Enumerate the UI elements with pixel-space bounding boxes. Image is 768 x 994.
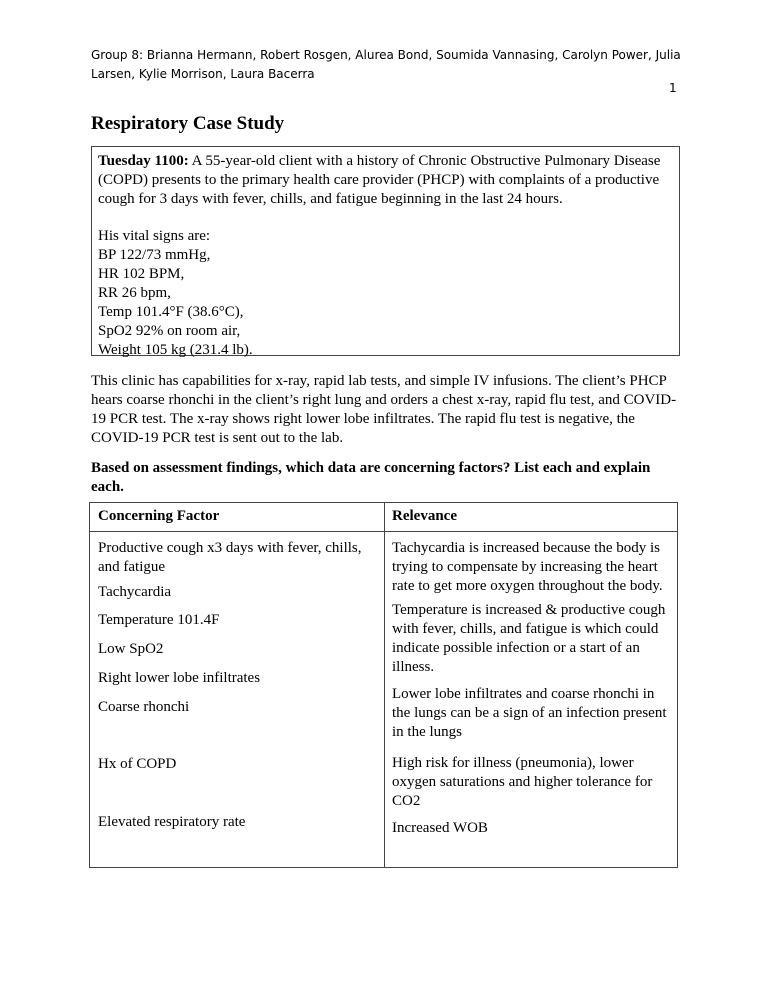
relevance-copd: High risk for illness (pneumonia), lower oxygen saturations and higher tolerance for CO2 [392, 755, 653, 809]
table-header-divider [90, 531, 677, 532]
table-header-factor: Concerning Factor [98, 508, 220, 524]
relevance-tachycardia: Tachycardia is increased because the body is trying to compensate by increasing the heart rate to get more oxygen throughout the body. [392, 540, 663, 594]
relevance-respiratory-rate: Increased WOB [392, 820, 488, 836]
page-number: 1 [669, 81, 677, 95]
relevance-temperature: Temperature is increased & productive cough with fever, chills, and fatigue is which could indicate possible infection or a start of an illness. [392, 602, 666, 675]
vital-spo2: SpO2 92% on room air, [98, 323, 241, 339]
vital-temp: Temp 101.4°F (38.6°C), [98, 304, 244, 320]
concerning-factors-table [89, 502, 678, 868]
vital-hr: HR 102 BPM, [98, 266, 185, 282]
factor-tachycardia: Tachycardia [98, 584, 172, 600]
vital-weight: Weight 105 kg (231.4 lb). [98, 342, 253, 358]
factor-rhonchi: Coarse rhonchi [98, 699, 190, 715]
factor-copd-history: Hx of COPD [98, 756, 177, 772]
relevance-infiltrates: Lower lobe infiltrates and coarse rhonchi in the lungs can be a sign of an infection present in the lungs [392, 686, 667, 740]
factor-infiltrates: Right lower lobe infiltrates [98, 670, 261, 686]
factor-respiratory-rate: Elevated respiratory rate [98, 814, 246, 830]
page-header-authors: Group 8: Brianna Hermann, Robert Rosgen, Alurea Bond, Soumida Vannasing, Carolyn Power, Julia Larsen, Kylie Morrison, Laura Bacerra [91, 48, 681, 81]
document-title: Respiratory Case Study [91, 113, 285, 134]
table-header-relevance: Relevance [392, 508, 457, 524]
question-prompt: Based on assessment findings, which data are concerning factors? List each and explain each. [91, 460, 651, 495]
case-scenario-box [91, 146, 680, 356]
factor-cough: Productive cough x3 days with fever, chills, and fatigue [98, 540, 362, 575]
factor-low-spo2: Low SpO2 [98, 641, 164, 657]
vitals-intro: His vital signs are: [98, 228, 211, 244]
factor-temperature: Temperature 101.4F [98, 612, 220, 628]
vital-bp: BP 122/73 mmHg, [98, 247, 211, 263]
case-description [98, 152, 673, 209]
case-time-label: Tuesday 1100: [98, 153, 189, 169]
case-text: A 55-year-old client with a history of Chronic Obstructive Pulmonary Disease (COPD) presents to the primary health care provider (PHCP) with complaints of a productive cough for 3 days with fever, chills, and fatigue beginning in the last 24 hours. [98, 153, 661, 207]
clinic-paragraph: This clinic has capabilities for x-ray, rapid lab tests, and simple IV infusions. The client’s PHCP hears coarse rhonchi in the client’s right lung and orders a chest x-ray, rapid flu test, and COVID-19 PCR test. The x-ray shows right lower lobe infiltrates. The rapid flu test is negative, the COVID-19 PCR test is sent out to the lab. [91, 373, 677, 446]
table-column-divider [384, 503, 385, 867]
vital-signs-list [98, 227, 673, 360]
vital-rr: RR 26 bpm, [98, 285, 171, 301]
